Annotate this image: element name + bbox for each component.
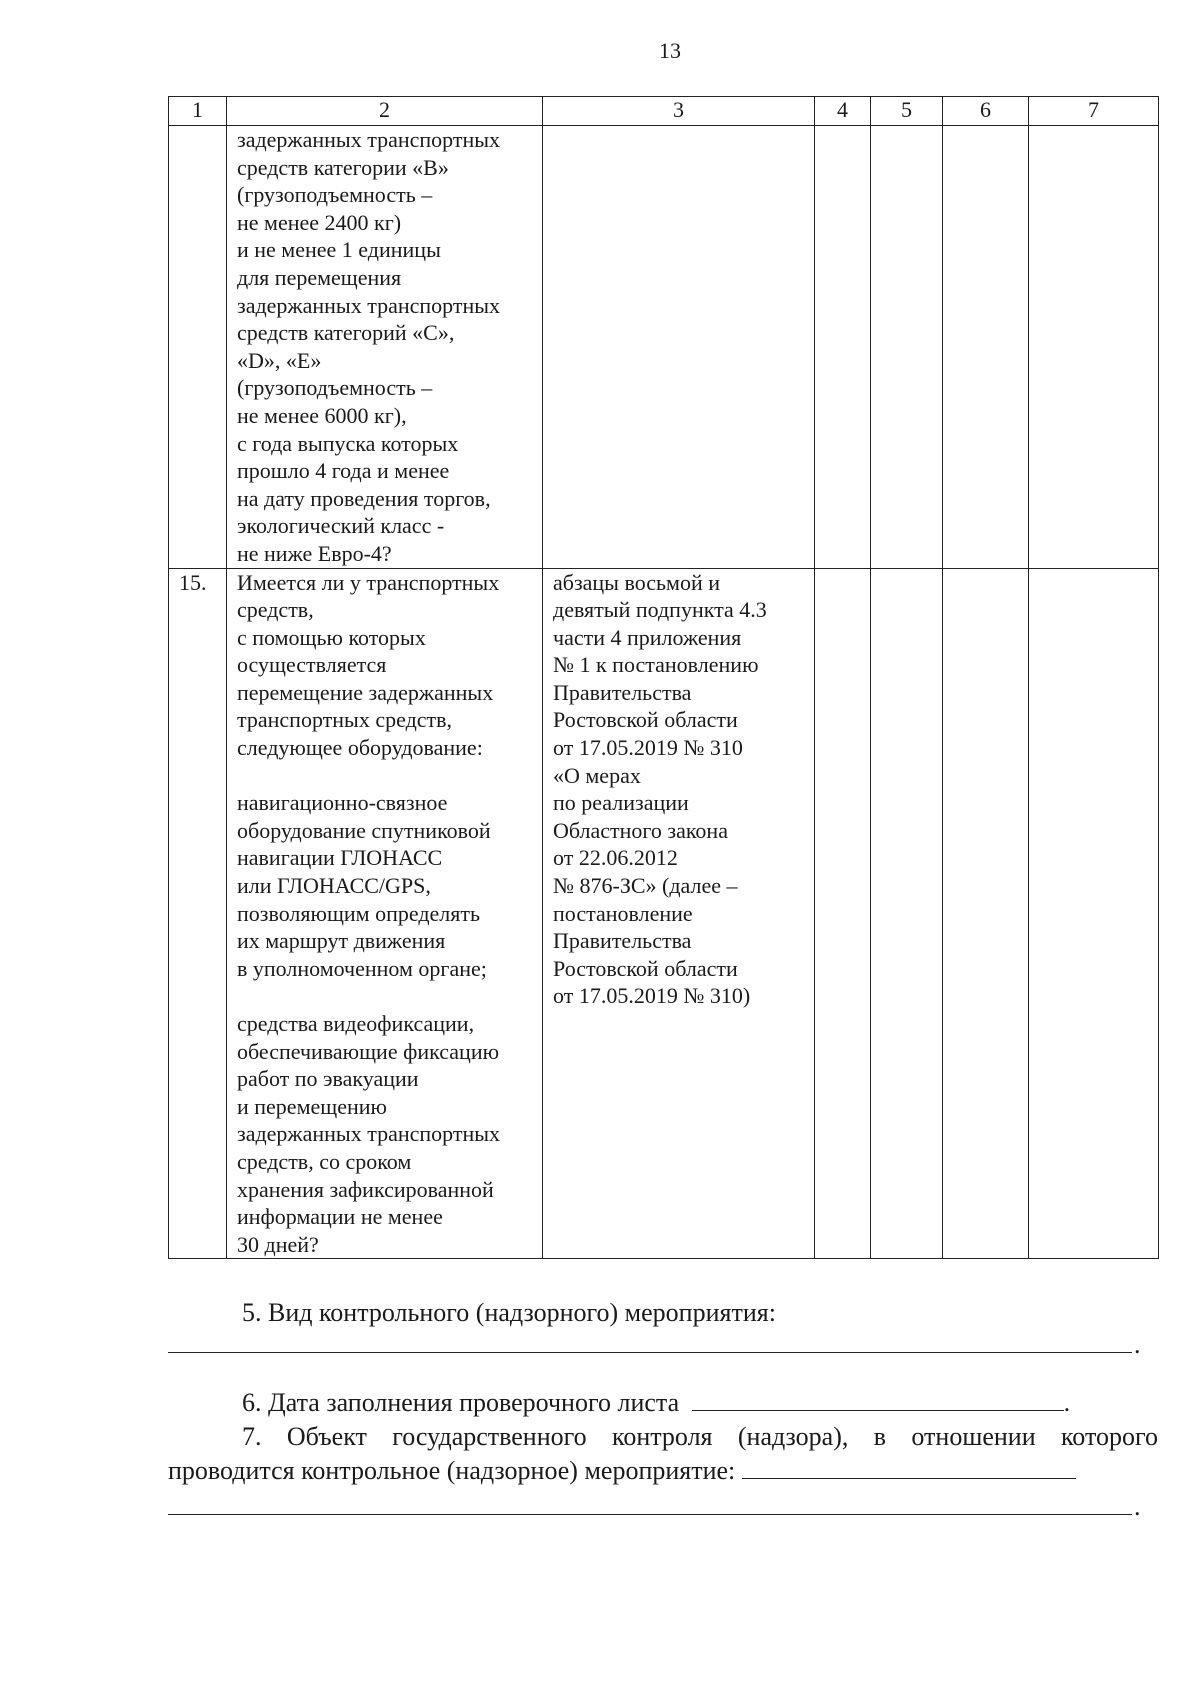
item-6-dot: . [1063, 1388, 1071, 1417]
header-col-3: 3 [543, 97, 815, 126]
item-7-second-fill-line[interactable] [168, 1514, 1132, 1515]
item-5-fill-line[interactable] [168, 1352, 1132, 1353]
answer-cell-7[interactable] [1029, 568, 1159, 1259]
page-number: 13 [659, 38, 681, 63]
item-5-label: 5. Вид контрольного (надзорного) мероприятия: [242, 1298, 776, 1327]
row-number: 15. [169, 568, 227, 1259]
item-5-dot: . [1134, 1330, 1141, 1359]
checklist-table [168, 96, 1159, 1259]
answer-cell-6[interactable] [943, 568, 1029, 1259]
header-col-2: 2 [227, 97, 543, 126]
table-row [169, 126, 1159, 569]
header-col-7: 7 [1029, 97, 1159, 126]
header-col-4: 4 [815, 97, 871, 126]
answer-cell-4[interactable] [815, 126, 871, 569]
table-header-row [169, 97, 1159, 126]
header-col-5: 5 [871, 97, 943, 126]
reference-cell [543, 126, 815, 569]
question-cell: Имеется ли у транспортных средств, с помощью которых осуществляется перемещение задержанных транспортных средств, следующее оборудование: навигационно-связное оборудование спутниковой навигации ГЛОНАСС или ГЛОНАСС/GPS, позволяющим определять их маршрут движения в уполномоченном органе; средства видеофиксации, обеспечивающие фиксацию работ по эвакуации и перемещению задержанных транспортных средств, со сроком хранения зафиксированной информации не менее 30 дней? [227, 568, 543, 1259]
item-7-line-2: проводится контрольное (надзорное) мероприятие: [168, 1456, 736, 1485]
answer-cell-7[interactable] [1029, 126, 1159, 569]
answer-cell-4[interactable] [815, 568, 871, 1259]
item-6-label: 6. Дата заполнения проверочного листа [242, 1388, 680, 1417]
header-col-6: 6 [943, 97, 1029, 126]
item-7-line-1: 7. Объект государственного контроля (надзора), в отношении которого [242, 1422, 1158, 1451]
answer-cell-5[interactable] [871, 126, 943, 569]
row-number [169, 126, 227, 569]
answer-cell-5[interactable] [871, 568, 943, 1259]
item-6-row [168, 1386, 1200, 1420]
header-col-1: 1 [169, 97, 227, 126]
item-6-fill-line[interactable] [692, 1386, 1064, 1411]
item-7-row [168, 1454, 1158, 1488]
answer-cell-6[interactable] [943, 126, 1029, 569]
question-cell: задержанных транспортных средств категории «В» (грузоподъемность – не менее 2400 кг) и не менее 1 единицы для перемещения задержанных транспортных средств категорий «С», «D», «Е» (грузоподъемность – не менее 6000 кг), с года выпуска которых прошло 4 года и менее на дату проведения торгов, экологический класс - не ниже Евро-4? [227, 126, 543, 569]
table-row [169, 568, 1159, 1259]
item-7-fill-line[interactable] [742, 1454, 1076, 1479]
reference-cell: абзацы восьмой и девятый подпункта 4.3 части 4 приложения № 1 к постановлению Правительства Ростовской области от 17.05.2019 № 310 «О мерах по реализации Областного закона от 22.06.2012 № 876-ЗС» (далее – постановление Правительства Ростовской области от 17.05.2019 № 310) [543, 568, 815, 1259]
item-7-dot: . [1134, 1492, 1141, 1521]
